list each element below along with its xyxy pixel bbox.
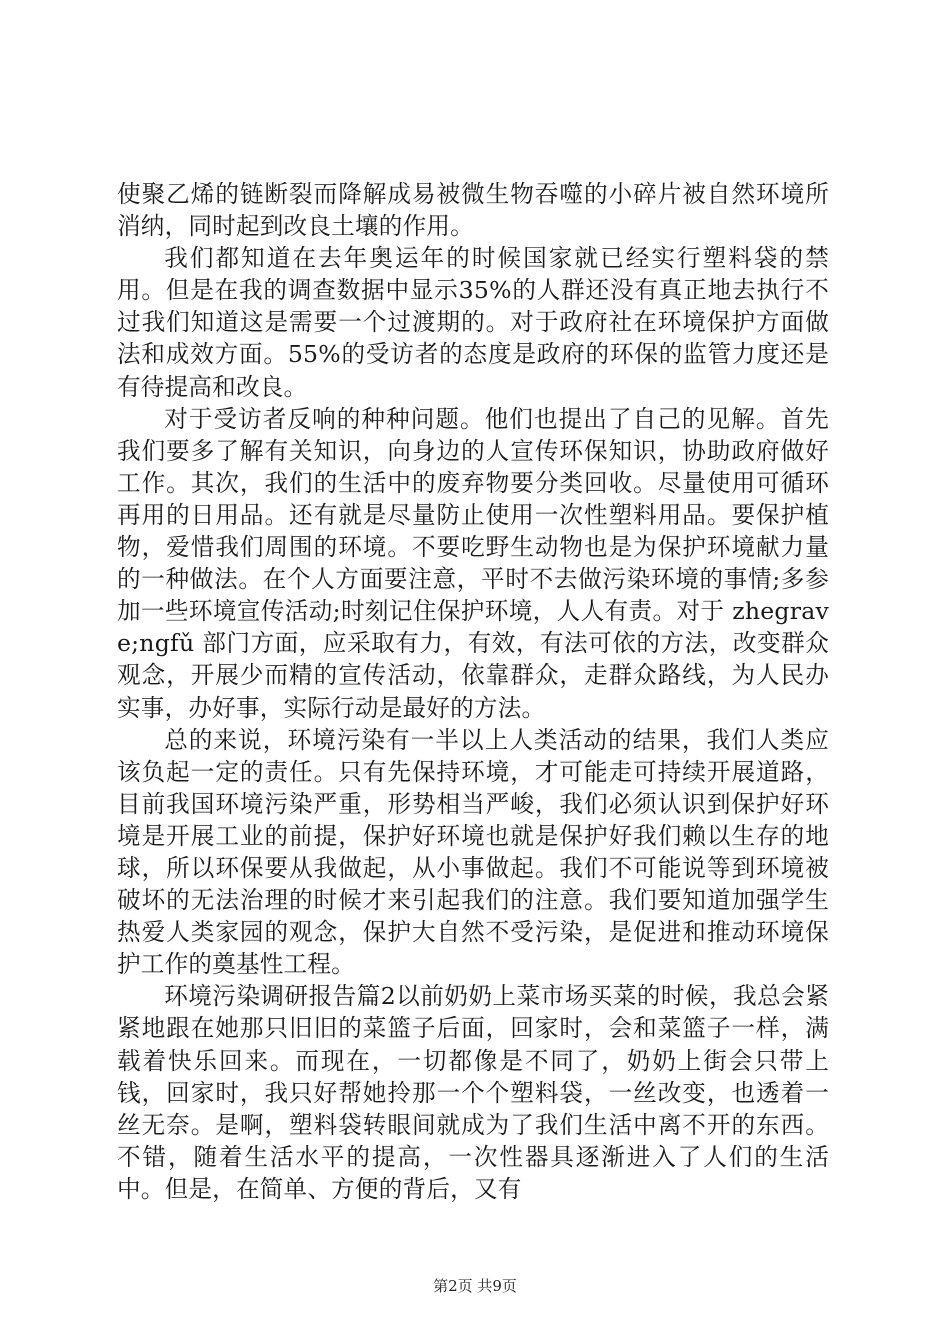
paragraph: 总的来说，环境污染有一半以上人类活动的结果，我们人类应该负起一定的责任。只有先保持环境，才可能走可持续开展道路，目前我国环境污染严重，形势相当严峻，我们必须认识到保护好环境是开展工业的前提，保护好环境也就是保护好我们赖以生存的地球，所以环保要从我做起，从小事做起。我们不可能说等到环境被破坏的无法治理的时候才来引起我们的注意。我们要知道加强学生热爱人类家园的观念，保护大自然不受污染，是促进和推动环境保护工作的奠基性工程。 <box>117 725 829 979</box>
paragraph: 使聚乙烯的链断裂而降解成易被微生物吞噬的小碎片被自然环境所消纳，同时起到改良土壤的作用。 <box>117 180 829 241</box>
document-body <box>117 178 829 1205</box>
paragraph: 对于受访者反响的种种问题。他们也提出了自己的见解。首先我们要多了解有关知识，向身边的人宣传环保知识，协助政府做好工作。其次，我们的生活中的废弃物要分类回收。尽量使用可循环再用的日用品。还有就是尽量防止使用一次性塑料用品。要保护植物，爱惜我们周围的环境。不要吃野生动物也是为保护环境献力量的一种做法。在个人方面要注意，平时不去做污染环境的事情;多参加一些环境宣传活动;时刻记住保护环境，人人有责。对于 zhegrave;ngfǔ 部门方面，应采取有力，有效，有法可依的方法，改变群众观念，开展少而精的宣传活动，依靠群众，走群众路线，为人民办实事，办好事，实际行动是最好的方法。 <box>117 404 829 722</box>
paragraph: 我们都知道在去年奥运年的时候国家就已经实行塑料袋的禁用。但是在我的调查数据中显示35%的人群还没有真正地去执行不过我们知道这是需要一个过渡期的。对于政府社在环境保护方面做法和成效方面。55%的受访者的态度是政府的环保的监管力度还是有待提高和改良。 <box>117 244 829 401</box>
paragraph: 环境污染调研报告篇2以前奶奶上菜市场买菜的时候，我总会紧紧地跟在她那只旧旧的菜篮子后面，回家时，会和菜篮子一样，满载着快乐回来。而现在，一切都像是不同了，奶奶上街会只带上钱，回家时，我只好帮她拎那一个个塑料袋，一丝改变，也透着一丝无奈。是啊，塑料袋转眼间就成为了我们生活中离不开的东西。不错，随着生活水平的提高，一次性器具逐渐进入了人们的生活中。但是，在简单、方便的背后，又有 <box>117 982 829 1203</box>
page-number-footer: 第2页 共9页 <box>433 1277 517 1295</box>
